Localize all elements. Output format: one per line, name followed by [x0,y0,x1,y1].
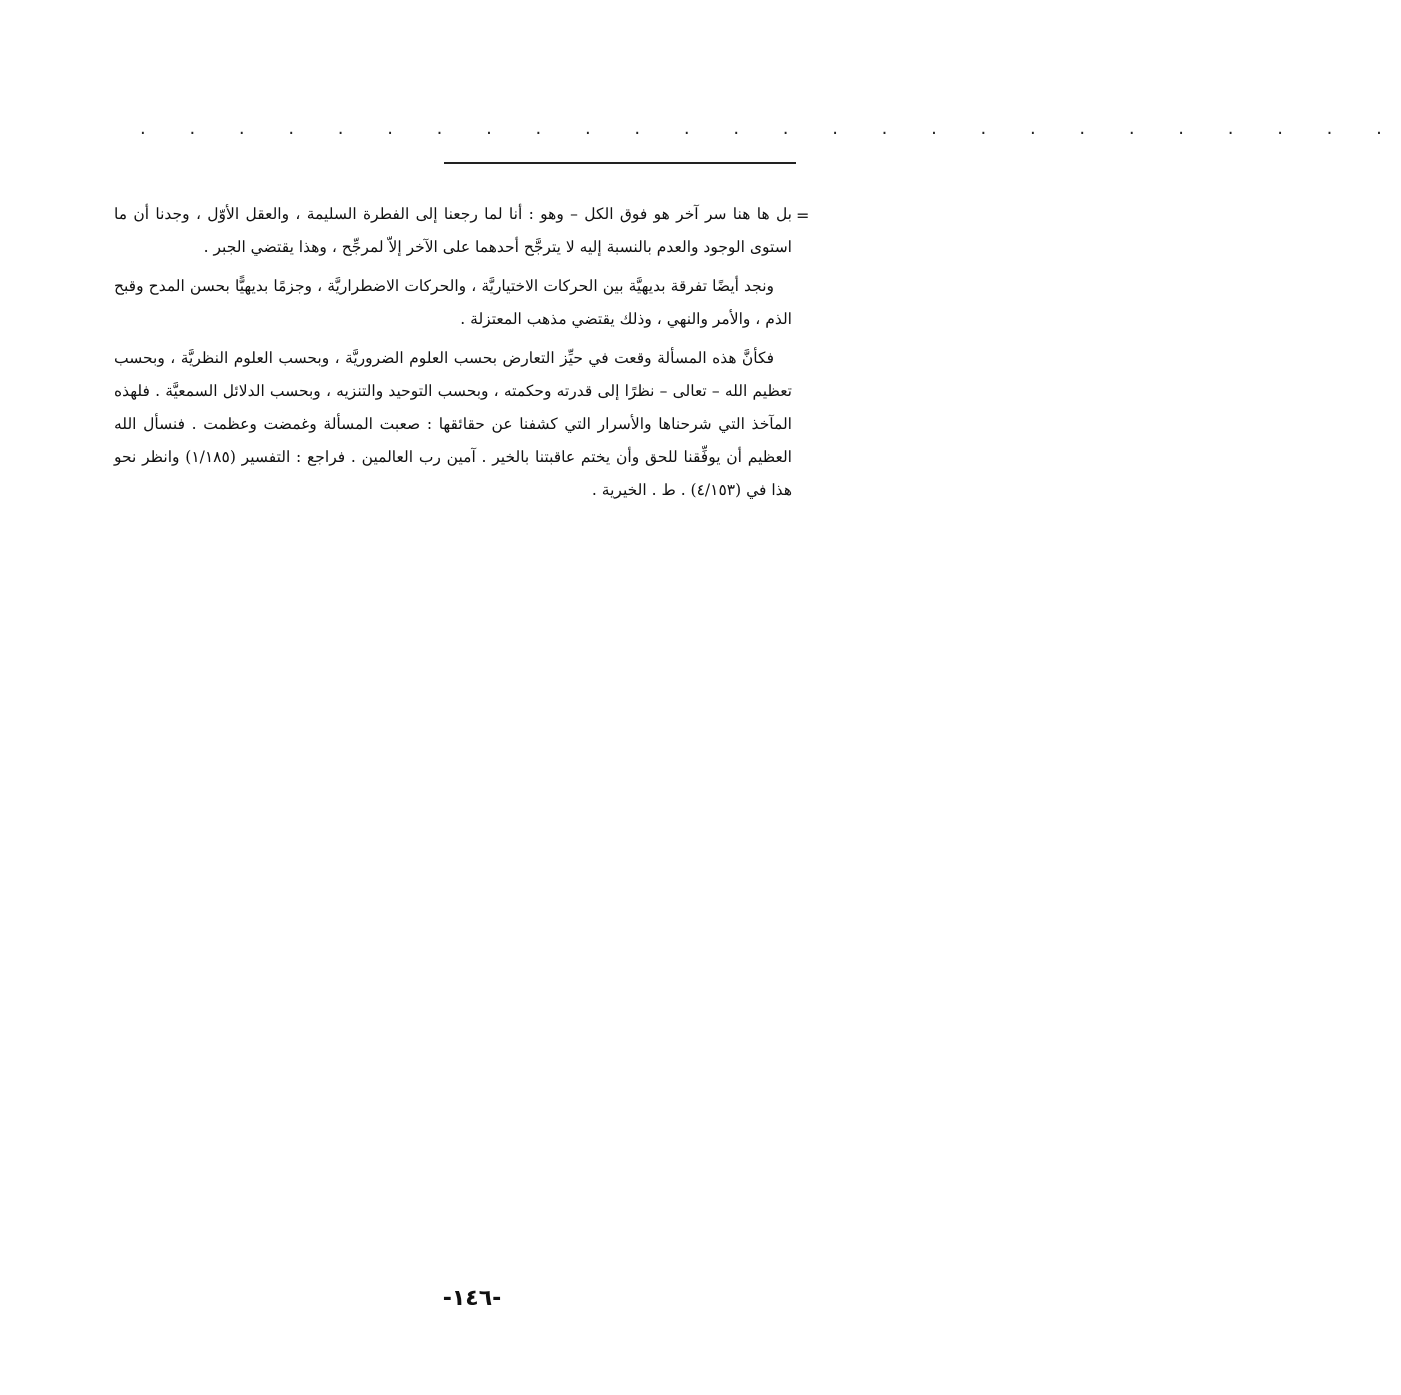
footnote-paragraph-2: ونجد أيضًا تفرقة بديهيَّة بين الحركات الاختياريَّة ، والحركات الاضطراريَّة ، وجزمًا بديهيًّا بحسن المدح وقبح الذم ، والأمر والنهي ، وذلك يقتضي مذهب المعتزلة . [114,277,792,328]
footnote-separator-rule [444,162,796,164]
footnote-paragraph-1: بل ها هنا سر آخر هو فوق الكل – وهو : أنا لما رجعنا إلى الفطرة السليمة ، والعقل الأوّل ، وجدنا أن ما استوى الوجود والعدم بالنسبة إليه لا يترجَّح أحدهما على الآخر إلاّ لمرجِّح ، وهذا يقتضي الجبر . [114,205,793,256]
header-dotted-line: . . . . . . . . . . . . . . . . . . . . . . . . . . [140,118,1401,139]
page-number: -١٤٦- [442,1286,502,1311]
footnote-text-block [114,198,792,513]
footnote-paragraph-3: فكأنَّ هذه المسألة وقعت في حيِّز التعارض بحسب العلوم الضروريَّة ، وبحسب العلوم النظريَّة ، وبحسب تعظيم الله – تعالى – نظرًا إلى قدرته وحكمته ، وبحسب التوحيد والتنزيه ، وبحسب الدلائل السمعيَّة . فلهذه المآخذ التي شرحناها والأسرار التي كشفنا عن حقائقها : صعبت المسألة وغمضت وعظمت . فنسأل الله العظيم أن يوفِّقنا للحق وأن يختم عاقبتنا بالخير . آمين رب العالمين . فراجع : التفسير (١/١٨٥) وانظر نحو هذا في (٤/١٥٣) . ط . الخيرية . [114,349,792,499]
footnote-continuation-mark: = [796,206,810,225]
